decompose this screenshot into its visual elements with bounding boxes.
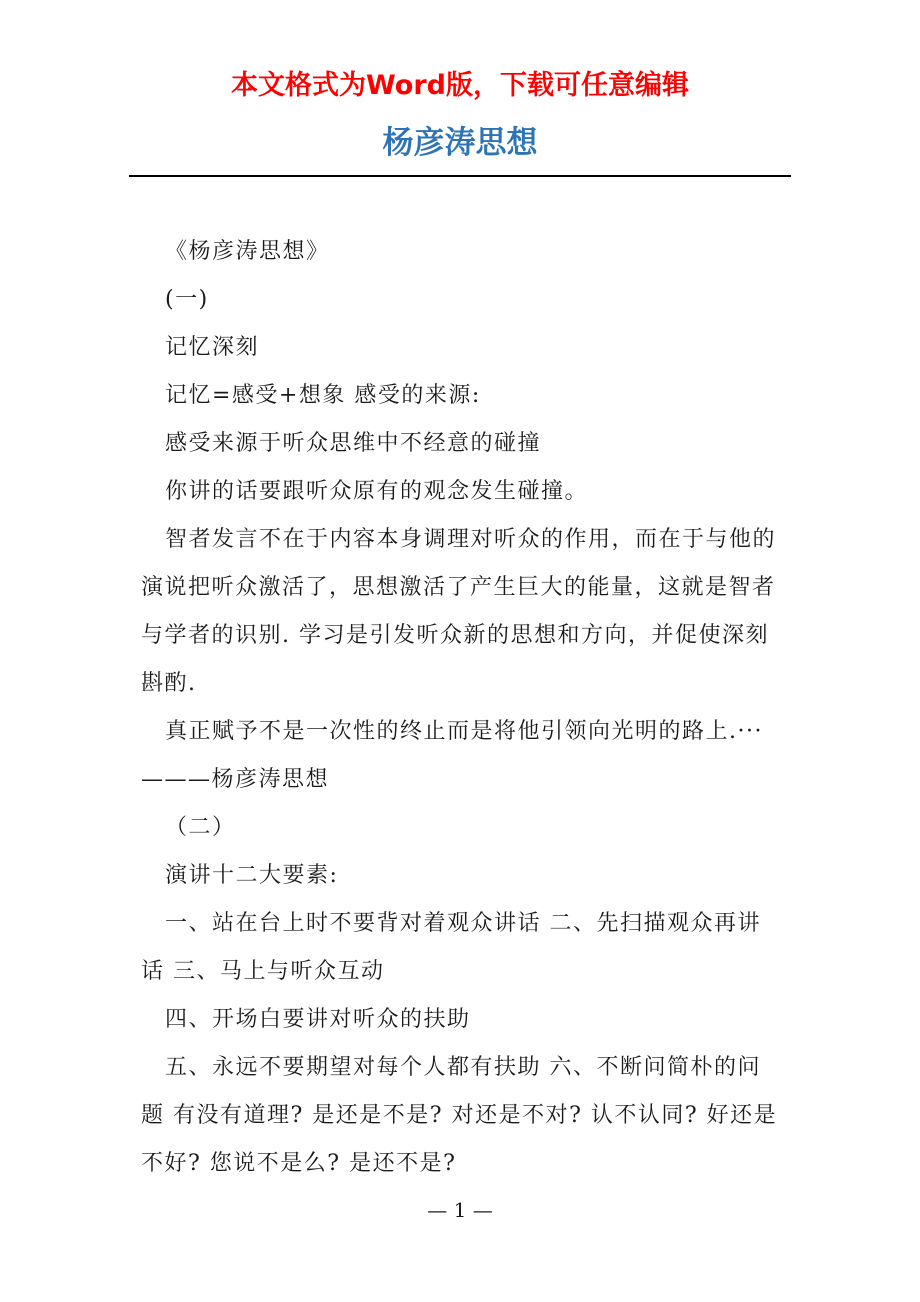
header-divider (129, 175, 791, 177)
body-paragraph: 感受来源于听众思维中不经意的碰撞 (165, 431, 542, 456)
body-paragraph: 一、站在台上时不要背对着观众讲话 二、先扫描观众再讲话 三、马上与听众互动 (141, 911, 761, 984)
body-paragraph: 五、永远不要期望对每个人都有扶助 六、不断问简朴的问题 有没有道理? 是还是不是? 对还是不对? 认不认同? 好还是不好? 您说不是么? 是还不是? (141, 1055, 778, 1176)
body-paragraph: (一) (165, 287, 209, 312)
attribution-line: ———杨彦涛思想 (141, 767, 330, 792)
body-paragraph: 真正赋予不是一次性的终止而是将他引领向光明的路上.··· (165, 719, 763, 744)
body-paragraph: 智者发言不在于内容本身调理对听众的作用，而在于与他的演说把听众激活了，思想激活了产生巨大的能量，这就是智者与学者的识别. 学习是引发听众新的思想和方向，并促使深刻斟酌. (141, 527, 777, 696)
body-paragraph: 演讲十二大要素: (165, 863, 339, 888)
document-title: 杨彦涛思想 (382, 125, 538, 161)
word-format-notice: 本文格式为Word版，下载可任意编辑 (230, 70, 689, 101)
page-number: — 1 — (427, 1198, 493, 1222)
body-paragraph: 记忆深刻 (165, 335, 260, 360)
body-paragraph: 四、开场白要讲对听众的扶助 (165, 1007, 471, 1032)
body-paragraph: 记忆=感受+想象 感受的来源: (165, 383, 481, 408)
body-paragraph: 你讲的话要跟听众原有的观念发生碰撞。 (165, 479, 589, 504)
section-heading: （二） (165, 815, 236, 840)
document-body (141, 228, 781, 1188)
body-paragraph: 《杨彦涛思想》 (165, 239, 330, 264)
